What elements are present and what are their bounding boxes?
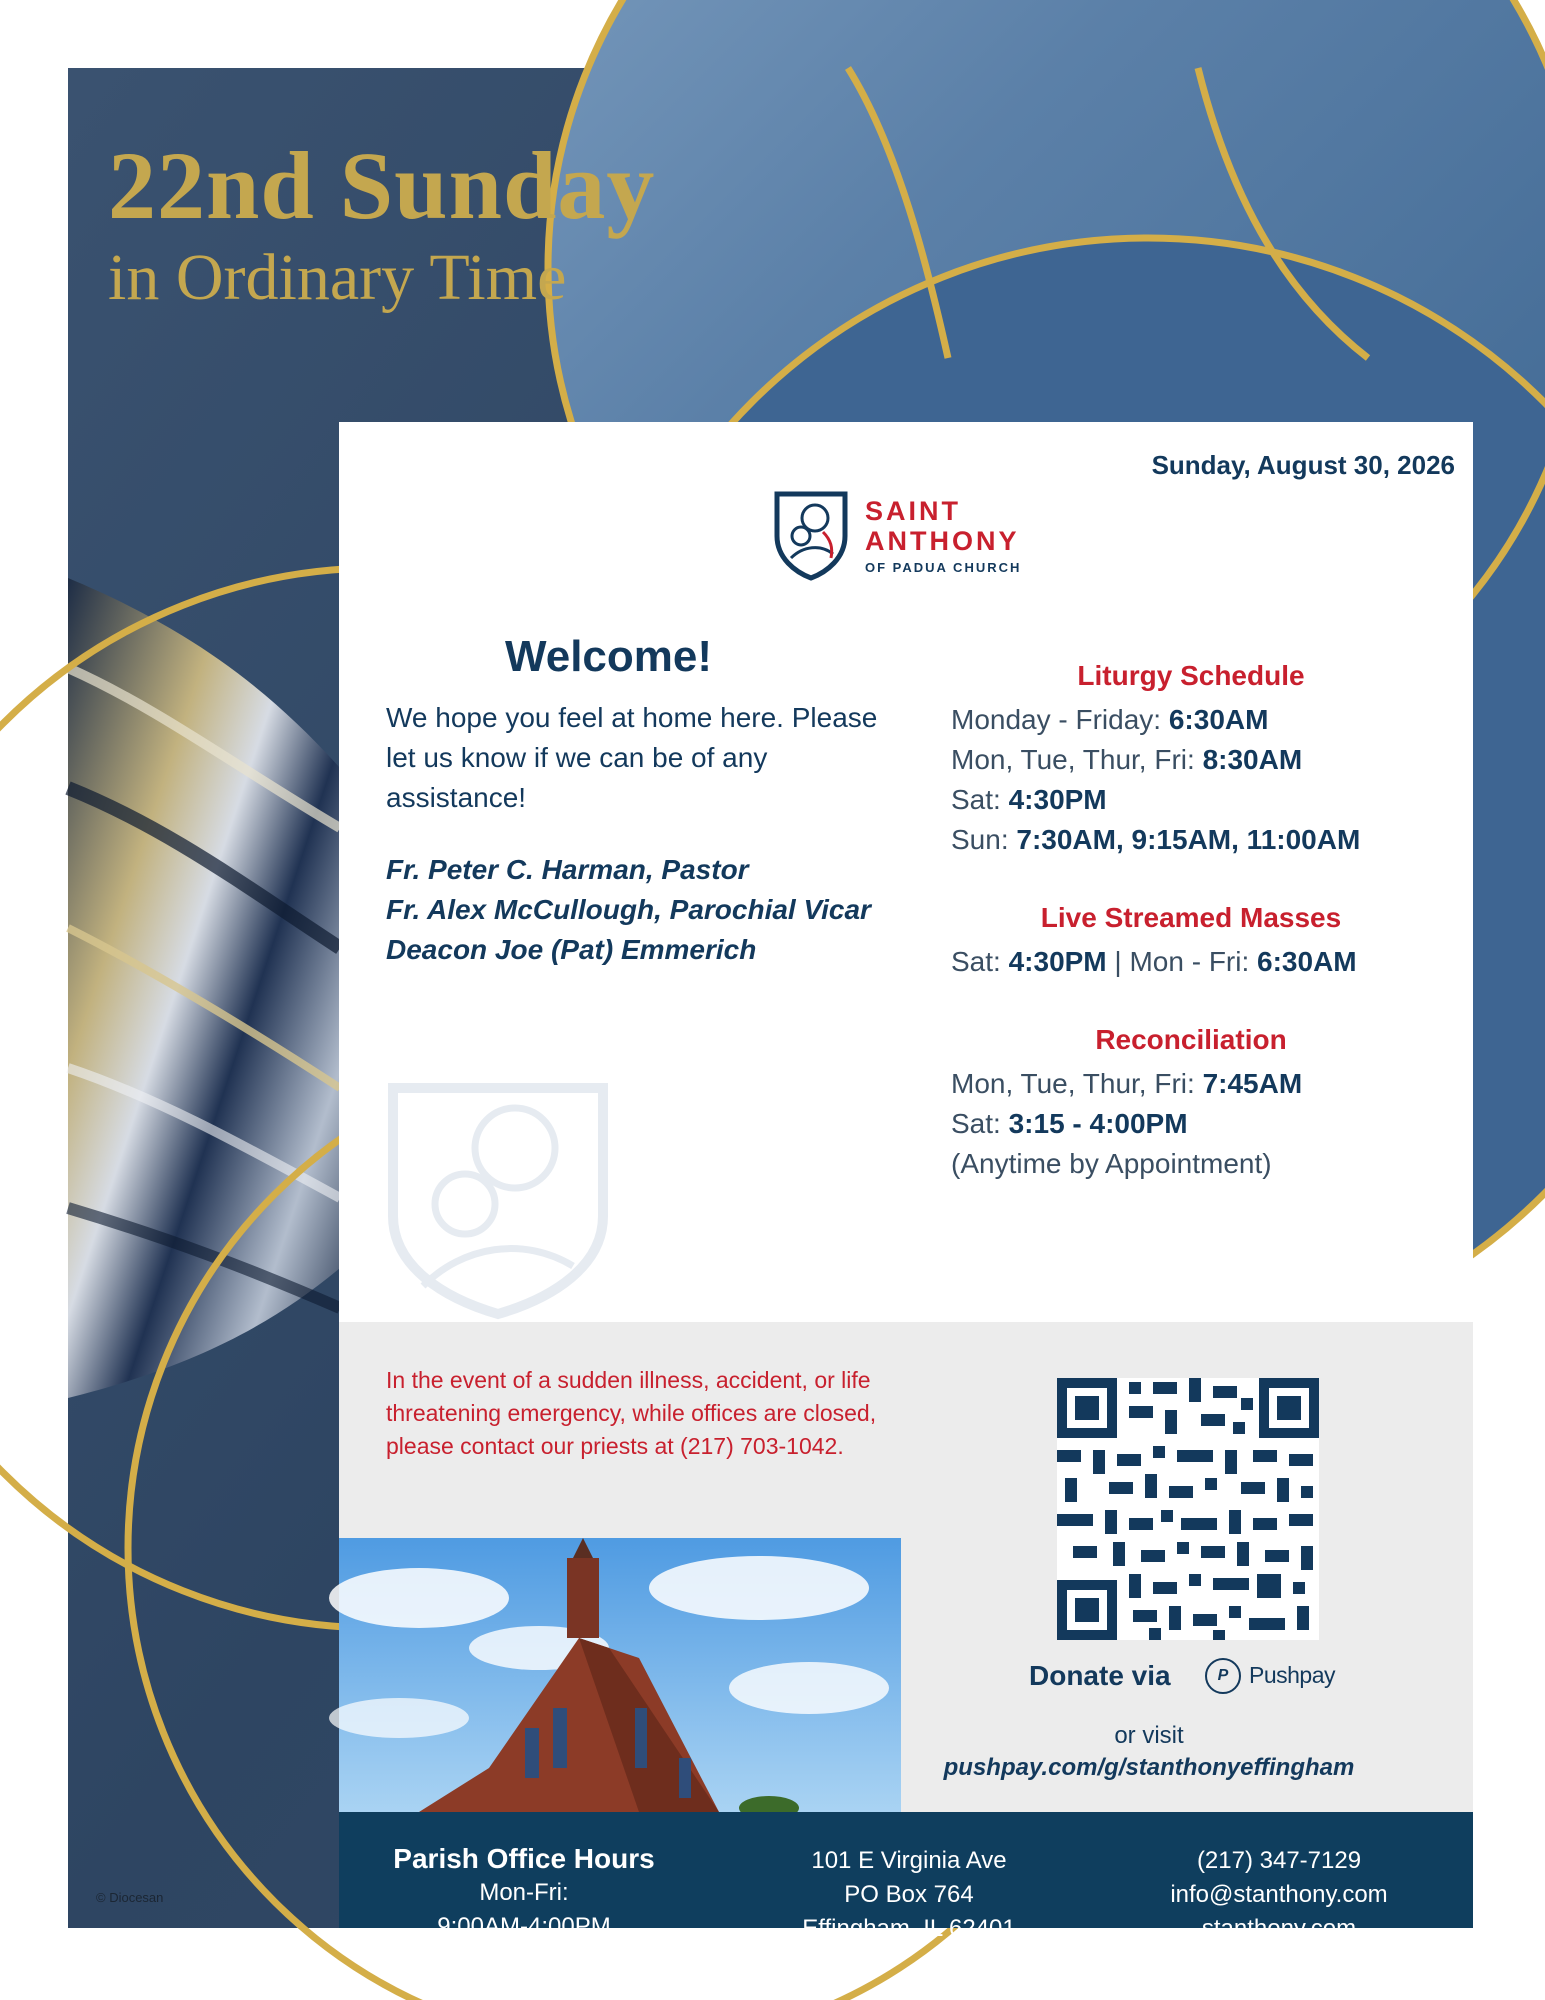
schedule-row: Monday - Friday: 6:30AM xyxy=(951,704,1269,735)
schedule-row: Mon, Tue, Thur, Fri: 8:30AM xyxy=(951,744,1303,775)
logo-line1: SAINT xyxy=(865,496,961,526)
address-line: PO Box 764 xyxy=(844,1881,974,1908)
emergency-notice: In the event of a sudden illness, accident, or life threatening emergency, while offices are closed, please contact our priests at (217) 703-1042. xyxy=(386,1367,877,1459)
office-hours xyxy=(379,1842,669,1944)
church-photo xyxy=(339,1538,901,1812)
footer-bar xyxy=(339,1812,1473,1942)
address-line: 101 E Virginia Ave xyxy=(811,1847,1007,1874)
pushpay-icon: P xyxy=(1205,1658,1241,1694)
livestream-row: Sat: 4:30PM | Mon - Fri: 6:30AM xyxy=(951,946,1357,977)
schedule-row: Sun: 7:30AM, 9:15AM, 11:00AM xyxy=(951,824,1361,855)
clergy-list xyxy=(386,850,871,970)
logo-line2: ANTHONY xyxy=(865,526,1020,556)
image-credit: © Diocesan xyxy=(96,1890,164,1905)
church-logo xyxy=(771,488,1071,588)
shield-watermark-icon xyxy=(383,1076,613,1316)
clergy-item: Fr. Alex McCullough, Parochial Vicar xyxy=(386,894,871,925)
pushpay-logo[interactable] xyxy=(1205,1656,1355,1696)
address-line: Effingham, IL 62401 xyxy=(802,1915,1016,1942)
schedule-row: Mon, Tue, Thur, Fri: 7:45AM xyxy=(951,1068,1303,1099)
website-link[interactable]: stanthony.com xyxy=(1201,1915,1357,1942)
bulletin-date: Sunday, August 30, 2026 xyxy=(1151,450,1455,480)
contact-info xyxy=(1119,1842,1439,1946)
liturgy-heading: Liturgy Schedule xyxy=(1077,660,1305,691)
logo-line3: OF PADUA CHURCH xyxy=(865,560,1022,575)
appointment-note: (Anytime by Appointment) xyxy=(951,1148,1272,1179)
bulletin-cover xyxy=(68,68,1473,1942)
pushpay-wordmark: Pushpay xyxy=(1249,1662,1336,1688)
content-card xyxy=(339,422,1473,1942)
schedule-row: Sat: 4:30PM xyxy=(951,784,1107,815)
office-hours-title: Parish Office Hours xyxy=(393,1843,655,1874)
schedule-panel xyxy=(951,660,1471,1184)
info-band xyxy=(339,1322,1473,1812)
donate-label: Donate via xyxy=(1029,1660,1171,1691)
page-title: 22nd Sunday xyxy=(108,132,656,239)
page-subtitle: in Ordinary Time xyxy=(108,241,567,314)
schedule-row: Sat: 3:15 - 4:00PM xyxy=(951,1108,1188,1139)
reconciliation-heading: Reconciliation xyxy=(1095,1024,1287,1055)
welcome-heading: Welcome! xyxy=(505,632,713,681)
livestream-heading: Live Streamed Masses xyxy=(1040,902,1342,933)
office-hours-days: Mon-Fri: xyxy=(479,1879,569,1906)
phone-link[interactable]: (217) 347-7129 xyxy=(1196,1847,1362,1874)
donate-link[interactable]: pushpay.com/g/stanthonyeffingham xyxy=(943,1754,1355,1781)
email-link[interactable]: info@stanthony.com xyxy=(1170,1881,1388,1908)
address xyxy=(764,1842,1054,1946)
clergy-item: Fr. Peter C. Harman, Pastor xyxy=(386,854,749,885)
welcome-text: We hope you feel at home here. Please let us know if we can be of any assistance! xyxy=(386,702,878,813)
shield-icon xyxy=(771,488,851,580)
clergy-item: Deacon Joe (Pat) Emmerich xyxy=(386,934,757,965)
donate-qr-code[interactable] xyxy=(1057,1378,1319,1640)
or-visit-text: or visit xyxy=(1114,1722,1184,1749)
office-hours-time: 9:00AM-4:00PM xyxy=(437,1913,611,1940)
